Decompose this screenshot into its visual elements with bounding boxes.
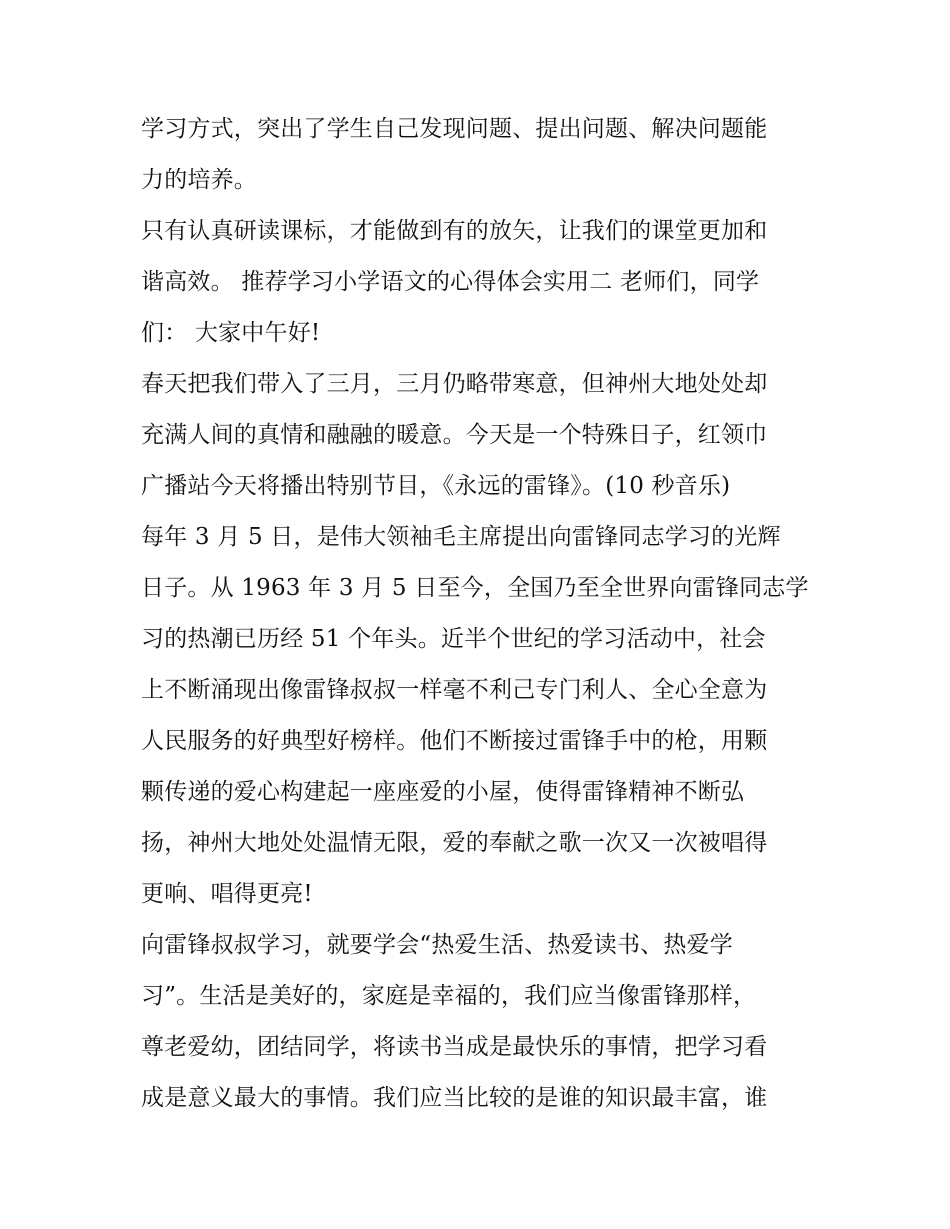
text-line: 春天把我们带入了三月，三月仍略带寒意，但神州大地处处却 [141, 371, 768, 397]
text-line: 们： 大家中午好! [141, 320, 321, 346]
text-line: 更响、唱得更亮! [141, 881, 313, 907]
text-line: 扬，神州大地处处温情无限，爱的奉献之歌一次又一次被唱得 [141, 830, 768, 856]
text-line: 学习方式，突出了学生自己发现问题、提出问题、解决问题能 [141, 116, 768, 142]
text-line: 上不断涌现出像雷锋叔叔一样毫不利己专门利人、全心全意为 [141, 677, 768, 703]
document-body [141, 104, 821, 1124]
text-line: 广播站今天将播出特别节目，《永远的雷锋》。(10 秒音乐) [141, 473, 731, 499]
text-line: 只有认真研读课标，才能做到有的放矢，让我们的课堂更加和 [141, 218, 768, 244]
text-line: 日子。从 1963 年 3 月 5 日至今，全国乃至全世界向雷锋同志学 [141, 575, 809, 601]
text-line: 颗传递的爱心构建起一座座爱的小屋，使得雷锋精神不断弘 [141, 779, 745, 805]
text-line: 谐高效。 推荐学习小学语文的心得体会实用二 老师们，同学 [141, 269, 760, 295]
text-line: 每年 3 月 5 日，是伟大领袖毛主席提出向雷锋同志学习的光辉 [141, 524, 781, 550]
text-line: 习的热潮已历经 51 个年头。近半个世纪的学习活动中，社会 [141, 626, 766, 652]
text-line: 尊老爱幼，团结同学，将读书当成是最快乐的事情，把学习看 [141, 1034, 768, 1060]
text-line: 力的培养。 [141, 167, 257, 193]
text-line: 成是意义最大的事情。我们应当比较的是谁的知识最丰富，谁 [141, 1085, 768, 1111]
text-line: 充满人间的真情和融融的暖意。今天是一个特殊日子，红领巾 [141, 422, 768, 448]
text-line: 向雷锋叔叔学习，就要学会“热爱生活、热爱读书、热爱学 [141, 932, 733, 958]
text-line: 人民服务的好典型好榜样。他们不断接过雷锋手中的枪，用颗 [141, 728, 768, 754]
text-line: 习”。生活是美好的，家庭是幸福的，我们应当像雷锋那样， [141, 983, 757, 1009]
